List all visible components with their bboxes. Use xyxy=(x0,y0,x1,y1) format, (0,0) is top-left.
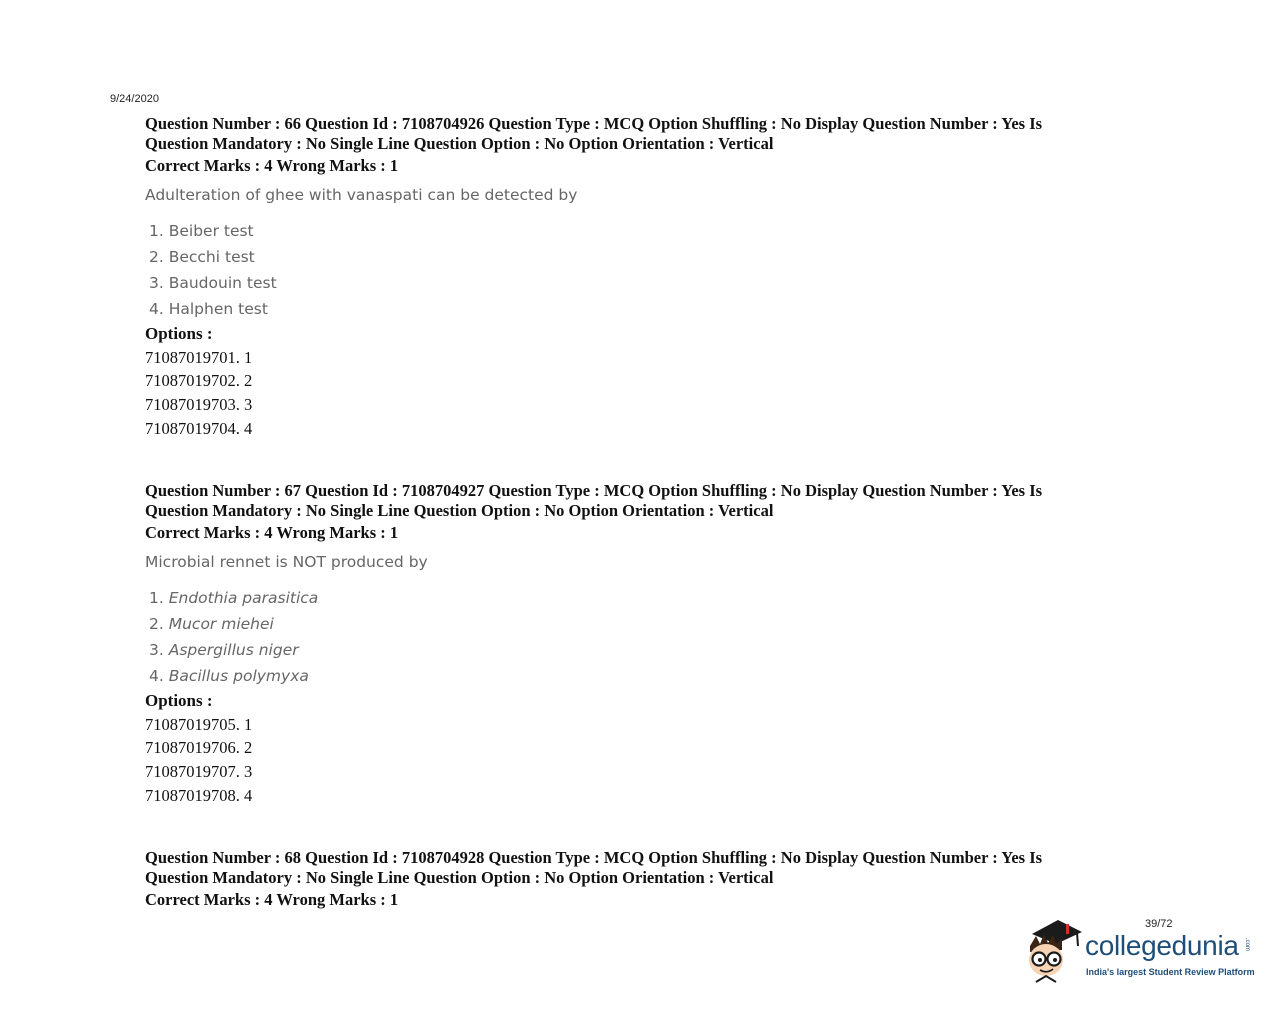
choice-text: Mucor miehei xyxy=(168,614,274,633)
graduate-cartoon-icon xyxy=(1022,916,1084,988)
question-meta-line-2: Question Mandatory : No Single Line Question Option : No Option Orientation : Vertical xyxy=(145,867,774,887)
choice-item: 1. Beiber test xyxy=(149,221,254,240)
choice-list xyxy=(149,585,1105,689)
print-date: 9/24/2020 xyxy=(110,93,159,105)
question-stem: Microbial rennet is NOT produced by xyxy=(145,552,428,571)
choice-item: 3. Baudouin test xyxy=(149,273,277,292)
option-id: 71087019706. 2 xyxy=(145,738,253,758)
choice-text: Aspergillus niger xyxy=(168,640,299,659)
question-marks: Correct Marks : 4 Wrong Marks : 1 xyxy=(145,156,399,175)
option-id: 71087019701. 1 xyxy=(145,347,253,367)
question-block-66 xyxy=(145,114,1105,441)
option-id: 71087019704. 4 xyxy=(145,418,253,438)
question-block-67 xyxy=(145,481,1105,808)
question-meta xyxy=(145,114,1105,153)
question-marks: Correct Marks : 4 Wrong Marks : 1 xyxy=(145,890,399,909)
option-id: 71087019702. 2 xyxy=(145,371,253,391)
question-stem: Adulteration of ghee with vanaspati can be detected by xyxy=(145,185,578,204)
question-meta-line-2: Question Mandatory : No Single Line Question Option : No Option Orientation : Vertical xyxy=(145,500,774,520)
options-label: Options : xyxy=(145,690,213,710)
question-meta xyxy=(145,481,1105,520)
choice-text: Endothia parasitica xyxy=(168,588,319,607)
logo-wordmark: collegedunia xyxy=(1085,930,1239,961)
question-meta-line-2: Question Mandatory : No Single Line Question Option : No Option Orientation : Vertical xyxy=(145,133,774,153)
question-marks: Correct Marks : 4 Wrong Marks : 1 xyxy=(145,523,399,542)
option-id: 71087019705. 1 xyxy=(145,714,253,734)
choice-text: Beiber test xyxy=(168,221,254,240)
page-number: 39/72 xyxy=(1145,918,1173,930)
choice-text: Bacillus polymyxa xyxy=(168,666,309,685)
choice-item: 4. Bacillus polymyxa xyxy=(149,666,309,685)
choice-item: 2. Becchi test xyxy=(149,247,255,266)
collegedunia-logo xyxy=(1022,916,1262,988)
choice-item: 1. Endothia parasitica xyxy=(149,588,319,607)
question-meta-line-1: Question Number : 68 Question Id : 7108704928 Question Type : MCQ Option Shuffling : No Display Question Number : Yes Is xyxy=(145,848,1043,867)
options-label: Options : xyxy=(145,323,213,343)
option-id: 71087019707. 3 xyxy=(145,762,253,782)
choice-item: 3. Aspergillus niger xyxy=(149,640,299,659)
option-id: 71087019703. 3 xyxy=(145,395,253,415)
question-meta-line-1: Question Number : 67 Question Id : 7108704927 Question Type : MCQ Option Shuffling : No Display Question Number : Yes Is xyxy=(145,481,1043,500)
choice-text: Baudouin test xyxy=(168,273,277,292)
question-meta xyxy=(145,848,1105,887)
choice-list xyxy=(149,218,1105,322)
choice-text: Becchi test xyxy=(168,247,255,266)
question-block-68 xyxy=(145,848,1105,910)
choice-item: 2. Mucor miehei xyxy=(149,614,274,633)
choice-text: Halphen test xyxy=(168,299,268,318)
option-id: 71087019708. 4 xyxy=(145,785,253,805)
choice-item: 4. Halphen test xyxy=(149,299,268,318)
logo-suffix: .com xyxy=(1244,938,1250,952)
logo-tagline: India's largest Student Review Platform xyxy=(1086,967,1255,977)
question-meta-line-1: Question Number : 66 Question Id : 7108704926 Question Type : MCQ Option Shuffling : No Display Question Number : Yes Is xyxy=(145,114,1043,133)
